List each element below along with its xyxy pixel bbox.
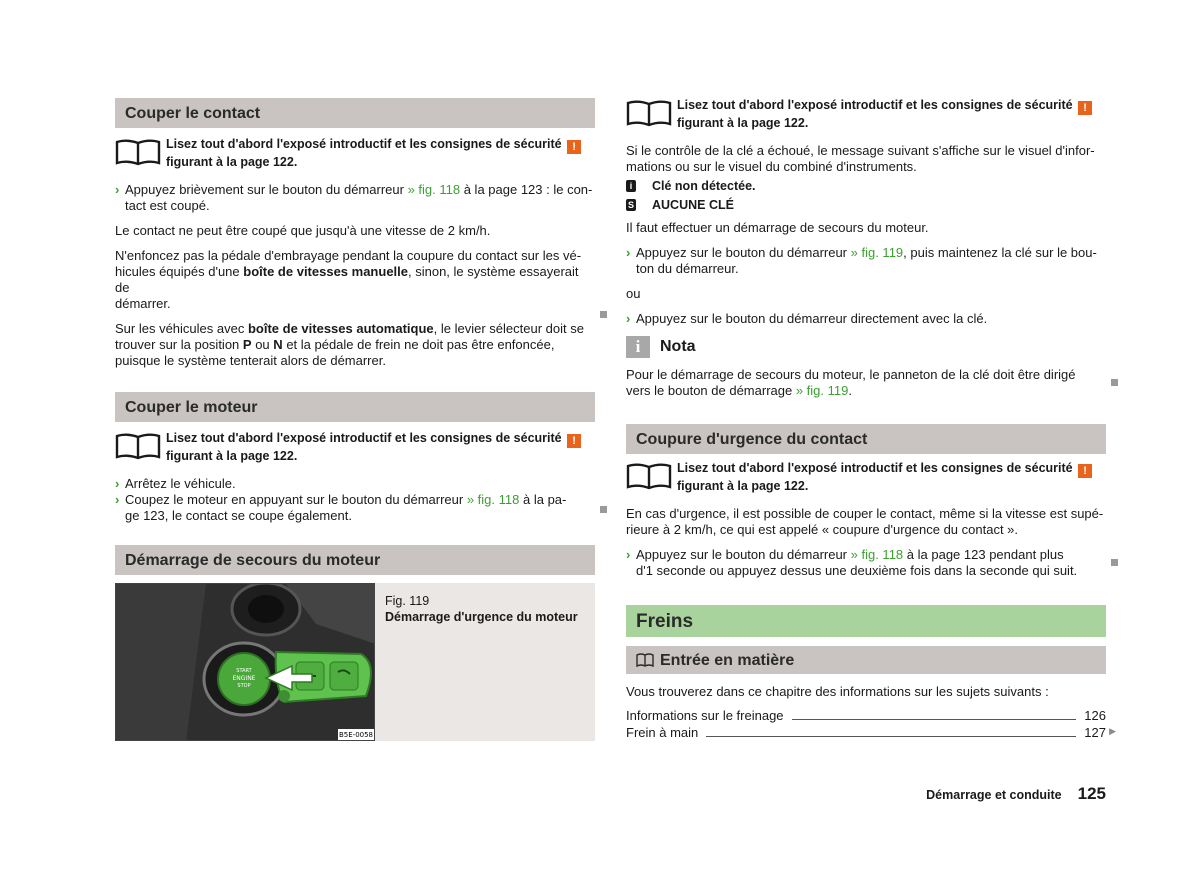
safety-notice: Lisez tout d'abord l'exposé introductif et les consignes de sécurité ! figurant à la page 122. [626, 97, 1106, 131]
arrow-bullet-icon: › [626, 547, 631, 562]
warning-icon: ! [567, 140, 581, 154]
info-icon: i [626, 336, 650, 358]
engine-label: ENGINE [232, 675, 256, 682]
key-start-button-illustration [116, 584, 375, 741]
page-number: 125 [1077, 784, 1106, 803]
paragraph: Il faut effectuer un démarrage de secours du moteur. [626, 220, 929, 235]
paragraph: N'enfoncez pas la pédale d'embrayage pendant la coupure du contact sur les vé- hicules équipés d'une boîte de vitesses manuelle, sinon, le système essayerait de démarrer. [115, 248, 582, 311]
instruction-step: › Appuyez brièvement sur le bouton du démarreur » fig. 118 à la page 123 : le con- tact est coupé. [115, 182, 593, 213]
chapter-heading-freins: Freins [626, 605, 1106, 637]
instruction-step: › Appuyez sur le bouton du démarreur » fig. 119, puis maintenez la clé sur le bou- ton du démarreur. [626, 245, 1097, 276]
end-of-section-mark [1111, 379, 1118, 386]
right-column [626, 97, 1116, 742]
arrow-bullet-icon: › [115, 182, 120, 197]
arrow-bullet-icon: › [626, 245, 631, 260]
s-symbol-icon: S [627, 200, 634, 210]
instruction-step: › Coupez le moteur en appuyant sur le bouton du démarreur » fig. 118 à la pa- ge 123, le contact se coupe également. [115, 492, 595, 524]
paragraph: En cas d'urgence, il est possible de couper le contact, même si la vitesse est supé- rieure à 2 km/h, ce qui est appelé « coupure d'urgence du contact ». [626, 506, 1104, 537]
arrow-bullet-icon: › [115, 492, 120, 507]
end-of-section-mark [1111, 559, 1118, 566]
info-symbol-icon: i [626, 180, 636, 192]
figure-image [115, 583, 375, 741]
nota-heading: i Nota [626, 336, 1106, 358]
section-heading-couper-contact: Couper le contact [115, 98, 595, 128]
end-of-section-mark [600, 311, 607, 318]
book-icon [626, 462, 672, 490]
toc-entry[interactable]: Frein à main 127 ▶ [626, 725, 1116, 740]
left-column [115, 98, 595, 741]
figure-link[interactable]: » fig. 119 [795, 383, 849, 398]
nota-text: Pour le démarrage de secours du moteur, le panneton de la clé doit être dirigé vers le bouton de démarrage » fig. 119. [626, 367, 1106, 399]
figure-link[interactable]: » fig. 118 [850, 547, 904, 562]
arrow-bullet-icon: › [115, 476, 120, 491]
warning-icon: ! [1078, 464, 1092, 478]
figure-link[interactable]: » fig. 118 [466, 492, 520, 507]
page-footer [926, 786, 1106, 803]
paragraph: Le contact ne peut être coupé que jusqu'à une vitesse de 2 km/h. [115, 223, 491, 238]
safety-notice: Lisez tout d'abord l'exposé introductif et les consignes de sécurité ! figurant à la page 122. [626, 460, 1106, 494]
figure-caption: Fig. 119 Démarrage d'urgence du moteur [375, 583, 595, 741]
end-of-section-mark [600, 506, 607, 513]
section-heading-coupure-urgence: Coupure d'urgence du contact [626, 424, 1106, 454]
stop-label: STOP [237, 683, 251, 689]
figure-link[interactable]: » fig. 119 [850, 245, 904, 260]
book-icon [115, 138, 161, 166]
section-heading-couper-moteur: Couper le moteur [115, 392, 595, 422]
footer-section: Démarrage et conduite [926, 788, 1062, 802]
display-message: S AUCUNE CLÉ [627, 198, 734, 212]
arrow-bullet-icon: › [626, 311, 631, 326]
paragraph: ou [626, 286, 641, 301]
instruction-step: › Arrêtez le véhicule. [115, 476, 236, 491]
warning-icon: ! [567, 434, 581, 448]
figure-link[interactable]: » fig. 118 [407, 182, 461, 197]
instruction-step: › Appuyez sur le bouton du démarreur directement avec la clé. [626, 311, 988, 326]
section-heading-demarrage-secours: Démarrage de secours du moteur [115, 545, 595, 575]
safety-notice: Lisez tout d'abord l'exposé introductif et les consignes de sécurité ! figurant à la page 122. [115, 430, 595, 464]
book-icon [115, 432, 161, 460]
instruction-step: › Appuyez sur le bouton du démarreur » fig. 118 à la page 123 pendant plus d'1 seconde ou appuyez dessus une deuxième fois dans la seconde qui suit. [626, 547, 1106, 579]
paragraph: Sur les véhicules avec boîte de vitesses automatique, le levier sélecteur doit se trouver sur la position P ou N et la pédale de frein ne doit pas être enfoncée, puisque le système tenterait alors de démarrer. [115, 321, 595, 369]
start-label: START [236, 668, 252, 674]
subsection-heading: Entrée en matière [626, 646, 1106, 674]
display-message: i Clé non détectée. [626, 178, 1106, 194]
paragraph: Si le contrôle de la clé a échoué, le message suivant s'affiche sur le visuel d'infor- mations ou sur le visuel du combiné d'instruments. [626, 143, 1095, 174]
toc-entry[interactable]: Informations sur le freinage 126 [626, 708, 1106, 723]
warning-icon: ! [1078, 101, 1092, 115]
continue-arrow-icon: ▶ [1109, 726, 1116, 736]
safety-notice: Lisez tout d'abord l'exposé introductif et les consignes de sécurité ! figurant à la page 122. [115, 136, 595, 170]
open-book-icon [636, 653, 654, 667]
paragraph: Vous trouverez dans ce chapitre des informations sur les sujets suivants : [626, 684, 1049, 699]
book-icon [626, 99, 672, 127]
figure-code: B5E-0058 [338, 731, 374, 739]
figure-119 [115, 583, 595, 741]
